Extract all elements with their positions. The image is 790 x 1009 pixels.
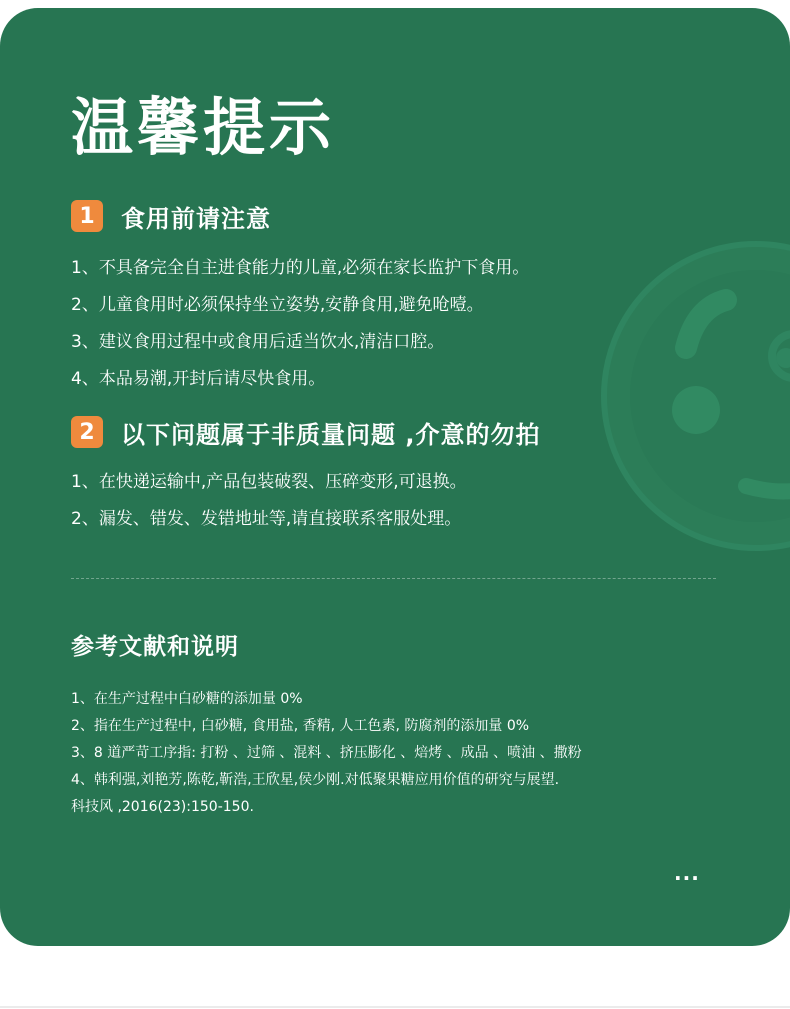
- page-title: 温馨提示: [71, 91, 336, 164]
- dashed-divider: [71, 578, 716, 579]
- section-1-number-badge: 1: [71, 200, 103, 232]
- list-item: 1、在快递运输中,产品包装破裂、压碎变形,可退换。: [71, 472, 467, 492]
- reference-item: 科技风 ,2016(23):150-150.: [71, 799, 254, 815]
- list-item: 4、本品易潮,开封后请尽快食用。: [71, 369, 326, 389]
- section-2-list: [71, 464, 467, 538]
- section-2-header: [71, 414, 540, 450]
- references-title: 参考文献和说明: [71, 634, 239, 660]
- reference-item: 2、指在生产过程中, 白砂糖, 食用盐, 香精, 人工色素, 防腐剂的添加量 0%: [71, 718, 530, 734]
- cookie-watermark-icon: [596, 238, 790, 558]
- tips-card: [0, 8, 790, 946]
- more-icon[interactable]: ···: [674, 866, 700, 890]
- reference-item: 3、8 道严苛工序指: 打粉 、过筛 、混料 、挤压膨化 、焙烤 、成品 、喷油 、撒粉: [71, 745, 582, 761]
- section-1-header: [71, 198, 271, 234]
- list-item: 2、儿童食用时必须保持坐立姿势,安静食用,避免呛噎。: [71, 295, 484, 315]
- section-1-title: 食用前请注意: [121, 204, 271, 233]
- reference-item: 1、在生产过程中白砂糖的添加量 0%: [71, 691, 303, 707]
- references-list: [71, 686, 582, 821]
- list-item: 3、建议食用过程中或食用后适当饮水,清洁口腔。: [71, 332, 445, 352]
- bottom-divider: [0, 1006, 790, 1008]
- list-item: 2、漏发、错发、发错地址等,请直接联系客服处理。: [71, 509, 462, 529]
- reference-item: 4、韩利强,刘艳芳,陈乾,靳浩,王欣星,侯少刚.对低聚果糖应用价值的研究与展望.: [71, 772, 560, 788]
- section-1-list: [71, 250, 529, 398]
- section-2-title: 以下问题属于非质量问题 ,介意的勿拍: [121, 420, 541, 449]
- section-2-number-badge: 2: [71, 416, 103, 448]
- list-item: 1、不具备完全自主进食能力的儿童,必须在家长监护下食用。: [71, 258, 530, 278]
